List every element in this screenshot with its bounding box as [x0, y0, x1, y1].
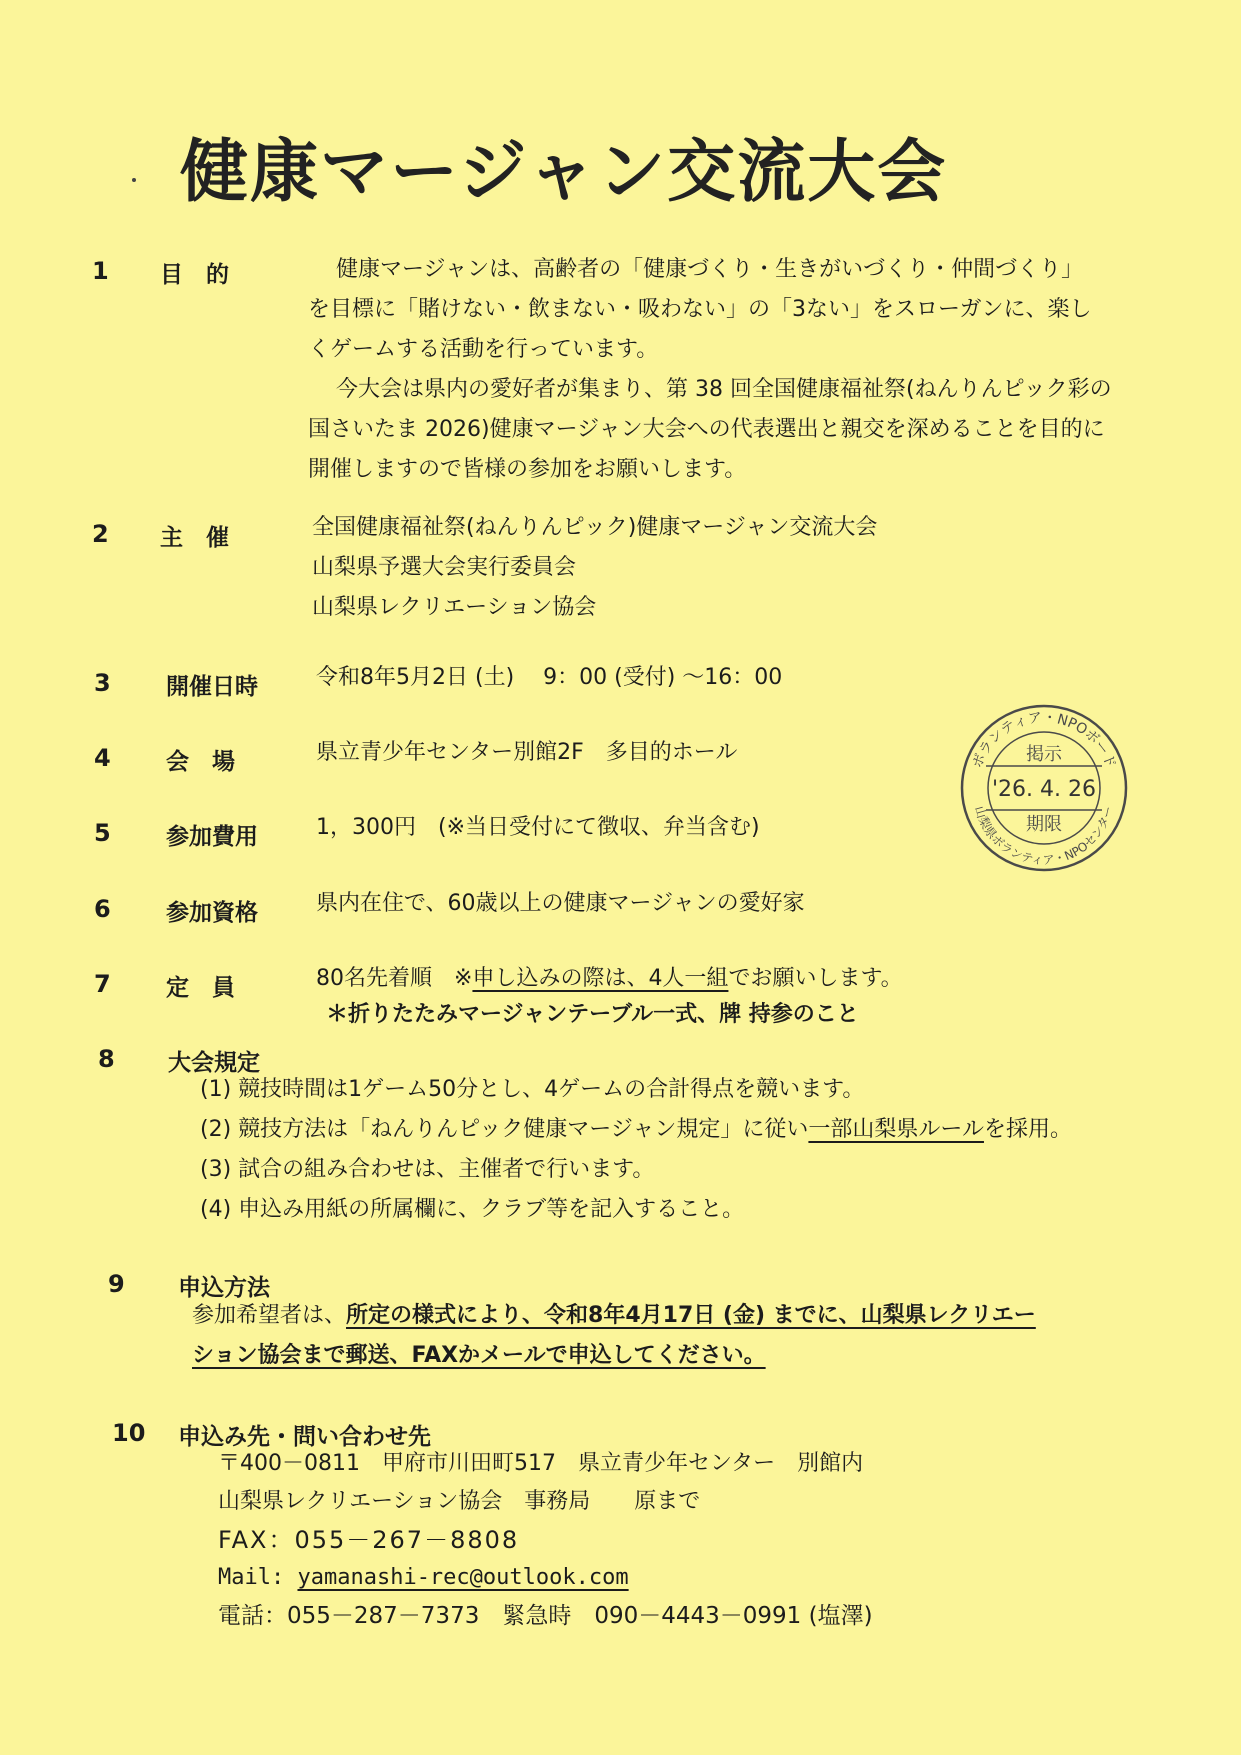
section-label-capacity: 定 員 [166, 975, 235, 1001]
contact-mail-row [218, 1558, 629, 1598]
section-number-fee: 5 [94, 819, 111, 847]
capacity-bring-note: ＊折りたたみマージャンテーブル一式、牌 持参のこと [326, 1002, 859, 1027]
rule-item-4: (4) 申込み用紙の所属欄に、クラブ等を記入すること。 [200, 1197, 745, 1222]
section-number-eligibility: 6 [94, 895, 111, 923]
section-number-application: 9 [108, 1270, 125, 1298]
datetime-value: 令和8年5月2日 (土) 9：00 (受付) ～16：00 [316, 665, 783, 690]
section-label-eligibility: 参加資格 [166, 900, 258, 926]
mail-label: Mail: [218, 1565, 298, 1590]
section-number-capacity: 7 [94, 970, 111, 998]
eligibility-value: 県内在住で、60歳以上の健康マージャンの愛好家 [316, 891, 805, 916]
bulletin-board-stamp [958, 702, 1130, 874]
yamanashi-rule: 一部山梨県ルール [808, 1117, 984, 1142]
section-label-contact: 申込み先・問い合わせ先 [178, 1424, 431, 1450]
rule-item-1: (1) 競技時間は1ゲーム50分とし、4ゲームの合計得点を競います。 [200, 1077, 865, 1102]
capacity-request: でお願いします。 [728, 966, 903, 991]
contact-office: 山梨県レクリエーション協会 事務局 原まで [218, 1489, 701, 1514]
purpose-text-line-1: 健康マージャンは、高齢者の「健康づくり・生きがいづくり・仲間づくり」 [336, 257, 1084, 282]
contact-address: 〒400－0811 甲府市川田町517 県立青少年センター 別館内 [218, 1451, 864, 1476]
capacity-group-note: 申し込みの際は、4人一組 [472, 966, 729, 991]
purpose-text-line-4: 今大会は県内の愛好者が集まり、第 38 回全国健康福祉祭(ねんりんピック彩の [336, 377, 1112, 402]
section-number-contact: 10 [112, 1419, 146, 1447]
organizer-line-1: 全国健康福祉祭(ねんりんピック)健康マージャン交流大会 [312, 515, 878, 540]
section-label-venue: 会 場 [166, 749, 235, 775]
rule-item-3: (3) 試合の組み合わせは、主催者で行います。 [200, 1157, 655, 1182]
page-title: 健康マージャン交流大会 [180, 133, 948, 212]
section-label-rules: 大会規定 [168, 1050, 260, 1076]
section-number-rules: 8 [98, 1045, 115, 1073]
section-number-purpose: 1 [92, 257, 109, 285]
purpose-text-line-3: くゲームする活動を行っています。 [308, 337, 659, 362]
stamp-bottom-arc-text: 山梨県ボランティア・NPOセンター [972, 804, 1116, 868]
section-number-datetime: 3 [94, 669, 111, 697]
section-label-purpose: 目 的 [160, 262, 229, 288]
fee-value: 1，300円 (※当日受付にて徴収、弁当含む) [316, 815, 760, 840]
stray-dot [132, 178, 136, 182]
application-line-1: 参加希望者は、所定の様式により、令和8年4月17日 (金) までに、山梨県レクリエー [192, 1303, 1036, 1328]
contact-fax: FAX：055－267－8808 [218, 1526, 520, 1554]
section-label-datetime: 開催日時 [166, 674, 258, 700]
application-deadline: 所定の様式により、令和8年4月17日 (金) までに、山梨県レクリエー [346, 1303, 1036, 1328]
application-line-2: ション協会まで郵送、FAXかメールで申込してください。 [192, 1343, 766, 1368]
section-number-organizer: 2 [92, 520, 109, 548]
purpose-text-line-2: を目標に「賭けない・飲まない・吸わない」の「3ない」をスローガンに、楽し [308, 297, 1092, 322]
contact-tel: 電話：055－287－7373 緊急時 090－4443－0991 (塩澤) [218, 1603, 873, 1629]
stamp-word-top: 掲示 [1026, 744, 1062, 765]
stamp-date: '26. 4. 26 [991, 777, 1097, 802]
venue-value: 県立青少年センター別館2F 多目的ホール [316, 740, 738, 765]
section-label-application: 申込方法 [178, 1275, 270, 1301]
organizer-line-2: 山梨県予選大会実行委員会 [312, 555, 577, 580]
purpose-text-line-5: 国さいたま 2026)健康マージャン大会への代表選出と親交を深めることを目的に [308, 417, 1105, 442]
capacity-count: 80名先着順 ※ [316, 966, 473, 991]
organizer-line-3: 山梨県レクリエーション協会 [312, 595, 597, 620]
purpose-text-line-6: 開催しますので皆様の参加をお願いします。 [308, 457, 747, 482]
section-number-venue: 4 [94, 744, 111, 772]
section-label-fee: 参加費用 [166, 824, 258, 850]
stamp-top-arc-text: ボランティア・NPOボード [969, 709, 1119, 771]
capacity-value [316, 959, 903, 999]
section-label-organizer: 主 催 [160, 525, 229, 551]
stamp-word-bottom: 期限 [1026, 814, 1062, 835]
mail-address-link[interactable]: yamanashi-rec@outlook.com [297, 1565, 629, 1590]
rule-item-2: (2) 競技方法は「ねんりんピック健康マージャン規定」に従い一部山梨県ルールを採用。 [200, 1117, 1072, 1142]
